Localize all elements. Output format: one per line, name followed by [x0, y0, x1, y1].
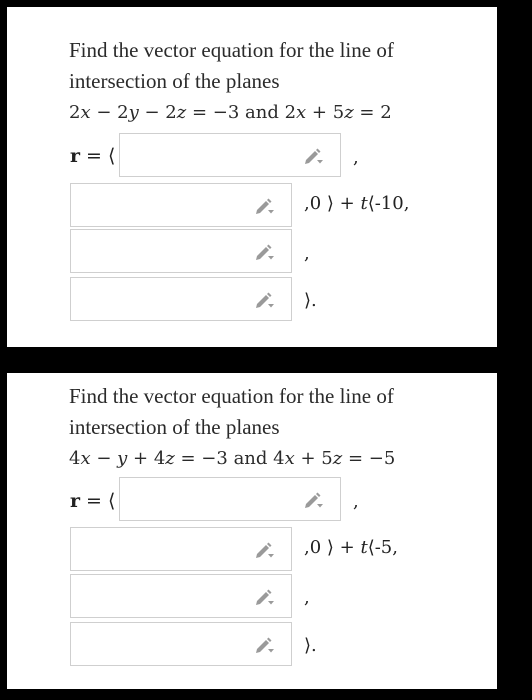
answer-field-point-y[interactable] [70, 183, 292, 227]
eq-part: − [90, 448, 118, 469]
point-close: ,0 ⟩ + [304, 537, 361, 558]
answer-field-point-x[interactable] [119, 133, 341, 177]
separator-comma: , [304, 243, 310, 264]
problem-card-2 [7, 373, 497, 689]
eq-part: = −5 [342, 448, 396, 469]
pencil-icon[interactable] [253, 541, 275, 559]
separator-comma: , [353, 147, 359, 168]
point-close: ,0 ⟩ + [304, 193, 361, 214]
eq-part: + 5 [306, 102, 345, 123]
problem-prompt [69, 35, 469, 128]
r-label [70, 490, 115, 512]
eq-part: − 2 [138, 102, 177, 123]
answer-field-direction-y[interactable] [70, 229, 292, 273]
r-equals: = ⟨ [80, 490, 116, 512]
plane-equations: 4x − y + 4z = −3 and 4x + 5z = −5 [69, 448, 396, 469]
eq-part: = 2 [353, 102, 392, 123]
separator-comma: , [304, 587, 310, 608]
pencil-icon[interactable] [302, 147, 324, 165]
pencil-icon[interactable] [253, 588, 275, 606]
r-equals: = ⟨ [80, 145, 116, 167]
eq-part: 2 [69, 102, 81, 123]
eq-part: 4 [69, 448, 81, 469]
separator-comma: , [353, 491, 359, 512]
eq-part: = −3 and 4 [174, 448, 285, 469]
t-variable: t [360, 537, 368, 558]
direction-open: ⟨-10, [367, 193, 410, 214]
pencil-icon[interactable] [302, 491, 324, 509]
problem-card-1 [7, 7, 497, 347]
pencil-icon[interactable] [253, 243, 275, 261]
answer-field-point-x[interactable] [119, 477, 341, 521]
prompt-line-1: Find the vector equation for the line of [69, 38, 394, 62]
eq-part: = −3 and 2 [186, 102, 297, 123]
answer-field-direction-z[interactable] [70, 277, 292, 321]
answer-field-direction-z[interactable] [70, 622, 292, 666]
direction-prefix [304, 193, 409, 214]
answer-field-direction-y[interactable] [70, 574, 292, 618]
direction-open: ⟨-5, [367, 537, 398, 558]
pencil-icon[interactable] [253, 636, 275, 654]
prompt-line-1: Find the vector equation for the line of [69, 384, 394, 408]
eq-part: + 4 [127, 448, 166, 469]
r-symbol: r [70, 490, 81, 512]
eq-part: + 5 [294, 448, 333, 469]
eq-part: − 2 [90, 102, 129, 123]
answer-field-point-y[interactable] [70, 527, 292, 571]
problem-prompt [69, 381, 469, 474]
prompt-line-2: intersection of the planes [69, 415, 280, 439]
r-label [70, 145, 115, 167]
pencil-icon[interactable] [253, 291, 275, 309]
r-symbol: r [70, 145, 81, 167]
direction-prefix [304, 537, 398, 558]
pencil-icon[interactable] [253, 197, 275, 215]
plane-equations: 2x − 2y − 2z = −3 and 2x + 5z = 2 [69, 102, 392, 123]
vector-close: ⟩. [304, 635, 317, 656]
t-variable: t [360, 193, 368, 214]
prompt-line-2: intersection of the planes [69, 69, 280, 93]
vector-close: ⟩. [304, 290, 317, 311]
